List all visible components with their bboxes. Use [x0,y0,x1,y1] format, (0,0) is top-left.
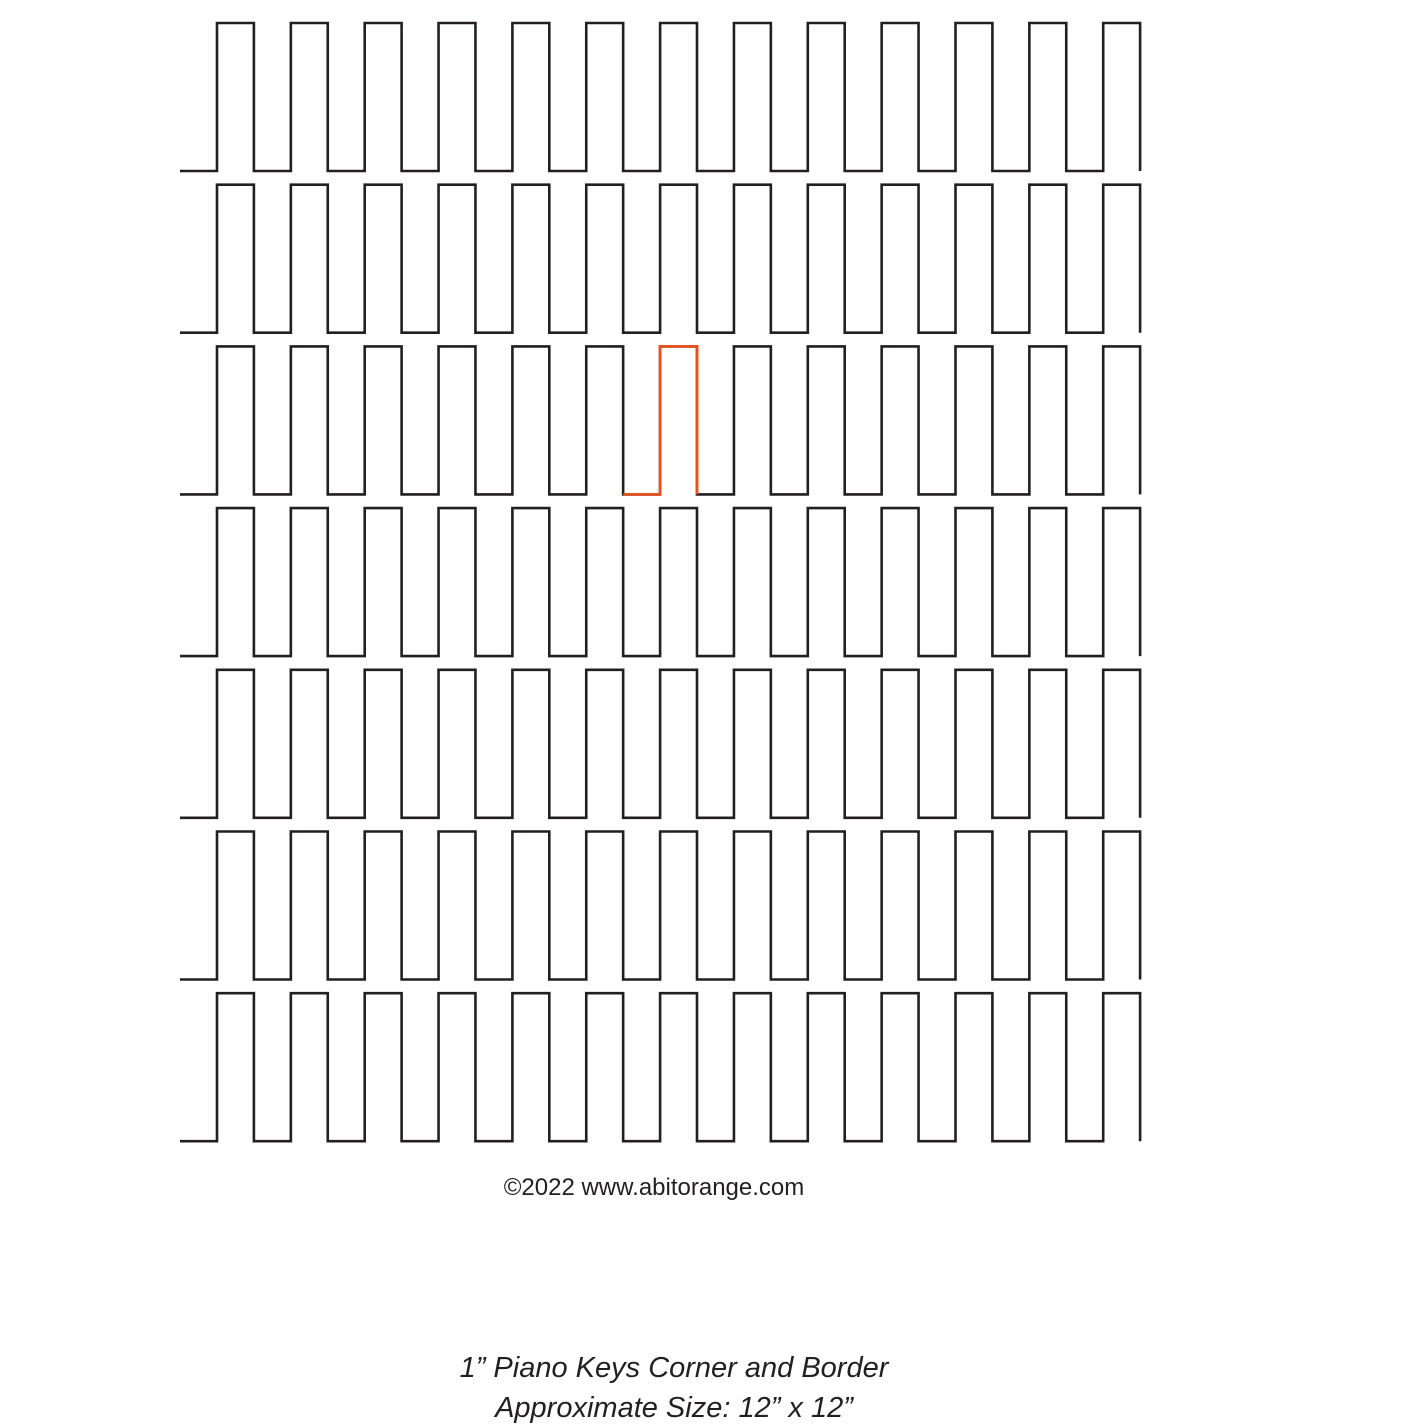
copyright-text: ©2022 www.abitorange.com [503,1174,805,1201]
pattern-row-7 [180,993,1140,1141]
pattern-row-1 [180,23,1140,171]
pattern-row-4 [180,508,1140,656]
highlighted-repeat-unit [623,346,697,494]
pattern-row-2 [180,185,1140,333]
pattern-title: 1” Piano Keys Corner and Border [459,1352,889,1384]
pattern-row-6 [180,832,1140,980]
pattern-size: Approximate Size: 12” x 12” [495,1392,853,1424]
pattern-row-5 [180,670,1140,818]
